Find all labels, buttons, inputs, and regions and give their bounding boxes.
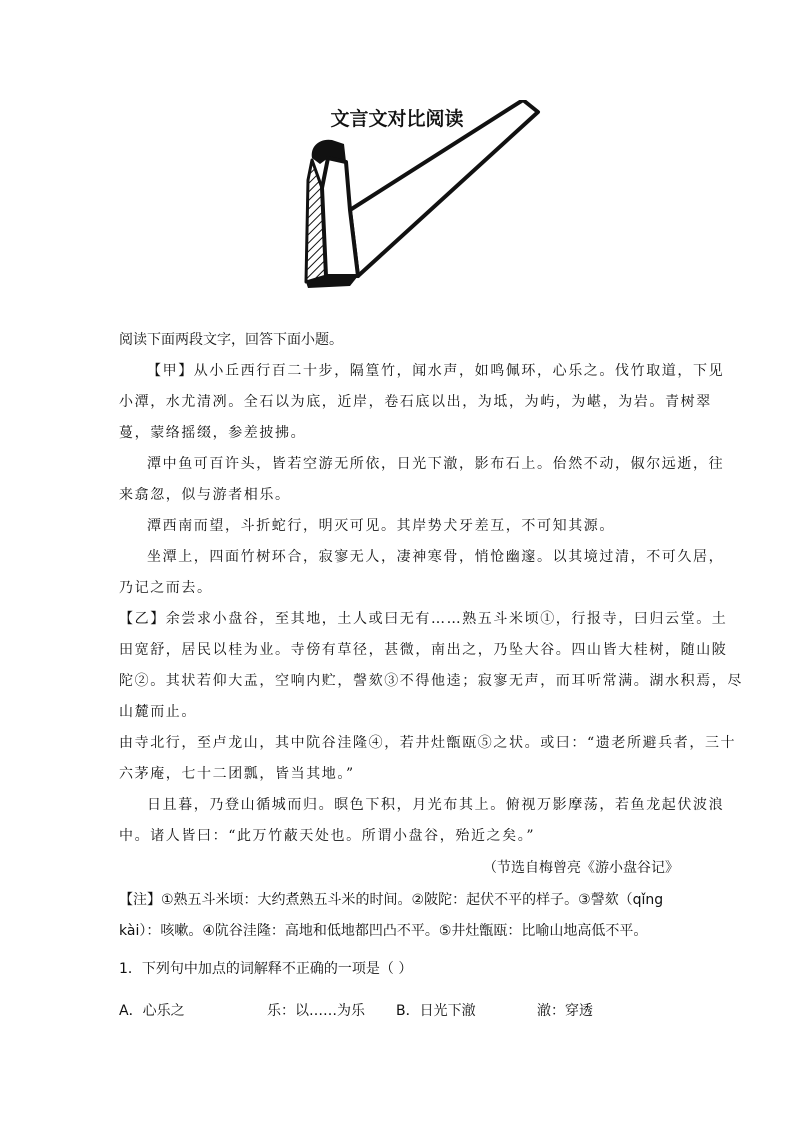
passage-jia-line: 【甲】从小丘西行百二十步，隔篁竹，闻水声，如鸣佩环，心乐之。伐竹取道，下见 — [147, 363, 725, 379]
notes-line: 【注】①熟五斗米顷：大约煮熟五斗米的时间。②陂陀：起伏不平的样子。③謦欬（qǐng — [119, 892, 664, 908]
passage-yi-line: 由寺北行，至卢龙山，其中阬谷洼隆④，若井灶甑瓯⑤之状。或曰：“遗老所避兵者，三十 — [119, 735, 737, 751]
instruction-text: 阅读下面两段文字，回答下面小题。 — [119, 332, 343, 348]
passage-yi-line: 日且暮，乃登山循城而归。暝色下积，月光布其上。俯视万影摩荡，若鱼龙起伏波浪 — [147, 797, 725, 813]
passage-yi-line: 田宽舒，居民以桂为业。寺傍有草径，甚微，南出之，乃坠大谷。四山皆大桂树，随山陂 — [119, 642, 728, 658]
passage-jia-line: 蔓，蒙络摇缀，参差披拂。 — [119, 425, 307, 441]
passage-yi-line: 山麓而止。 — [119, 704, 197, 720]
page-title: 文言文对比阅读 — [330, 108, 464, 130]
option-b-label[interactable]: B．日光下澈 — [396, 1003, 476, 1019]
option-a-label[interactable]: A．心乐之 — [119, 1003, 185, 1019]
notes-line: kài）：咳嗽。④阬谷洼隆：高地和低地都凹凸不平。⑤井灶甑瓯：比喻山地高低不平。 — [119, 923, 648, 939]
passage-jia-line: 坐潭上，四面竹树环合，寂寥无人，凄神寒骨，悄怆幽邃。以其境过清，不可久居， — [147, 549, 725, 565]
question-text: 1．下列句中加点的词解释不正确的一项是（ ） — [119, 961, 413, 977]
option-a-text: 乐：以……为乐 — [267, 1003, 365, 1019]
option-b-text: 澈：穿透 — [537, 1003, 593, 1019]
passage-jia-line: 潭西南而望，斗折蛇行，明灭可见。其岸势犬牙差互，不可知其源。 — [147, 518, 615, 534]
passage-yi-line: 【乙】余尝求小盘谷，至其地，土人或曰无有……熟五斗米顷①，行报寺，曰归云堂。土 — [119, 611, 728, 627]
passage-yi-line: 中。诸人皆曰：“此万竹蔽天处也。所谓小盘谷，殆近之矣。” — [119, 828, 536, 844]
passage-jia-line: 乃记之而去。 — [119, 580, 213, 596]
passage-yi-line: 陀②。其状若仰大盂，空响内贮，謦欬③不得他逵；寂寥无声，而耳听常满。湖水积焉，尽 — [119, 673, 743, 689]
passage-jia-line: 来翕忽，似与游者相乐。 — [119, 487, 291, 503]
passage-jia-line: 小潭，水尤清冽。全石以为底，近岸，卷石底以出，为坻，为屿，为嵁，为岩。青树翠 — [119, 394, 712, 410]
passage-source: （节选自梅曾亮《游小盘谷记》 — [483, 860, 679, 876]
passage-yi-line: 六茅庵，七十二团瓢，皆当其地。” — [119, 766, 355, 782]
checkmark-icon — [298, 100, 558, 290]
passage-jia-line: 潭中鱼可百许头，皆若空游无所依，日光下澈，影布石上。佁然不动，俶尔远逝，往 — [147, 456, 725, 472]
